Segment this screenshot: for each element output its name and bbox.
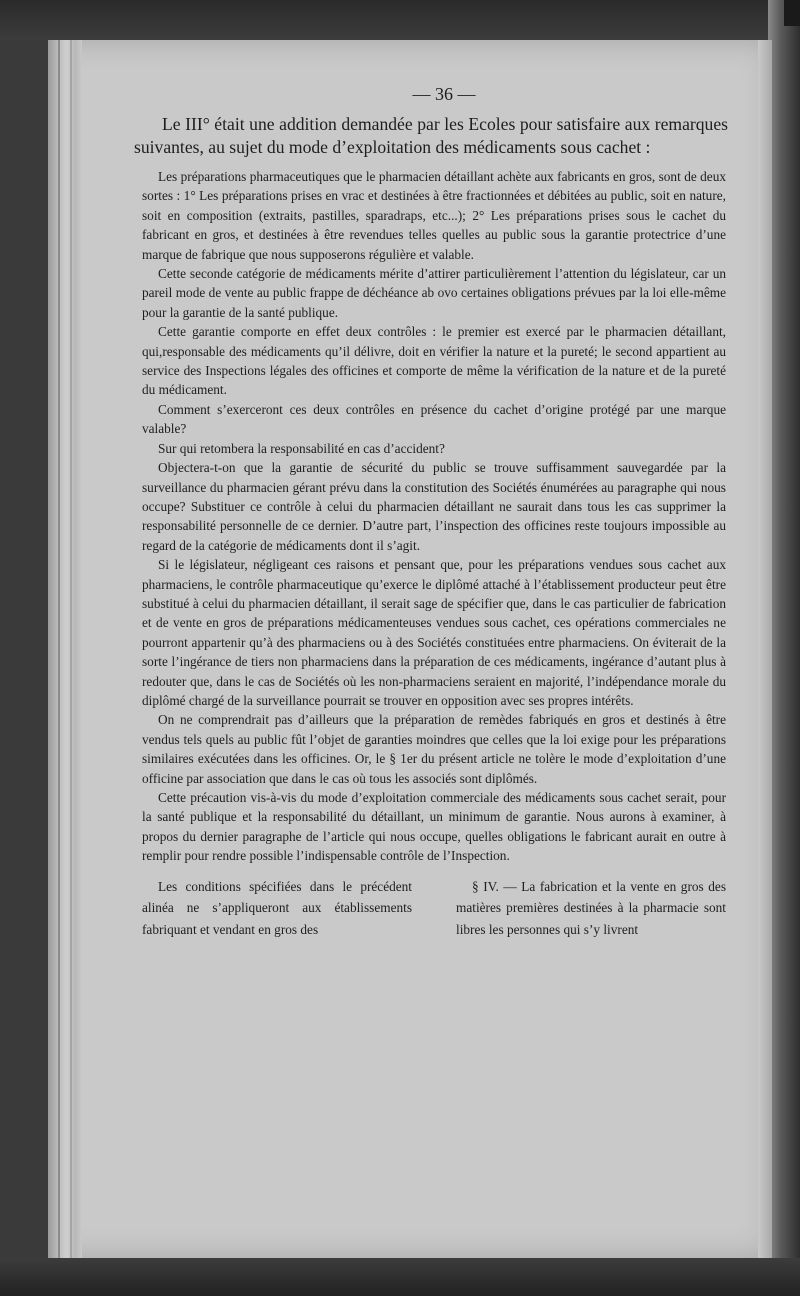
page-content — [134, 84, 728, 940]
page-binding — [48, 40, 82, 1258]
left-column-text: Les conditions spécifiées dans le précédent alinéa ne s’appliqueront aux établissements fabriquant et vendant en gros des — [142, 878, 412, 937]
scan-top-border — [0, 0, 800, 40]
scan-bottom-border — [0, 1258, 800, 1296]
paragraph-1: Les préparations pharmaceutiques que le pharmacien détaillant achète aux fabricants en gros, sont de deux sortes : 1° Les préparations prises en vrac et destinées à être fractionnées et débitées au public, soit en nature, soit en composition (extraits, pastilles, sparadraps, etc...); 2° Les préparations prises sous le cachet du fabricant en gros, et destinées à être revendues telles quelles au public sous la garantie protectrice d’une marque de fabrique que nous supposerons régulière et valable. — [142, 169, 726, 262]
paragraph-9: Cette précaution vis-à-vis du mode d’exploitation commerciale des médicaments sous cachet serait, pour la santé publique et la responsabilité du détaillant, un minimum de garantie. Nous aurons à examiner, à propos du dernier paragraphe de l’article qui nous occupe, quelles obligations le fabricant aurait en outre à remplir pour rendre possible l’indispensable contrôle de l’Inspection. — [142, 790, 726, 864]
right-column-text: § IV. — La fabrication et la vente en gros des matières premières destinées à la pharmacie sont libres les personnes qui s’y livrent — [456, 878, 726, 937]
paragraph-3: Cette garantie comporte en effet deux contrôles : le premier est exercé par le pharmacien détaillant, qui,responsable des médicaments qu’il délivre, doit en vérifier la nature et la pureté; le second appartient au service des Inspections légales des officines et comporte de même la vérification de la nature et de la pureté du médicament. — [142, 324, 726, 398]
page-number: — 36 — — [412, 84, 476, 104]
paragraph-6: Objectera-t-on que la garantie de sécurité du public se trouve suffisamment sauvegardée par la surveillance du pharmacien gérant prévu dans la constitution des Sociétés énumérées au paragraphe qui nous occupe? Substituer ce contrôle à celui du pharmacien détaillant ne saurait dans tous les cas supprimer la responsabilité personnelle de ce dernier. D’autre part, l’inspection des officines reste toujours impossible au regard de la catégorie de médicaments dont il s’agit. — [142, 460, 726, 553]
paragraph-5: Sur qui retombera la responsabilité en cas d’accident? — [158, 440, 445, 456]
section-heading: Le III° était une addition demandée par les Ecoles pour satisfaire aux remarques suivantes, au sujet du mode d’exploitation des médicaments sous cachet : — [134, 114, 728, 157]
paragraph-4: Comment s’exerceront ces deux contrôles en présence du cachet d’origine protégé par une marque valable? — [142, 401, 726, 437]
two-column-section — [142, 876, 726, 941]
scan-right-border — [768, 0, 800, 1296]
scan-corner-tab — [784, 0, 800, 26]
paragraph-2: Cette seconde catégorie de médicaments mérite d’attirer particulièrement l’attention du législateur, car un pareil mode de vente au public frappe de déchéance ab ovo certaines obligations prévues par la loi elle-même pour la garantie de la santé publique. — [142, 266, 726, 320]
paragraph-7: Si le législateur, négligeant ces raisons et pensant que, pour les préparations vendues sous cachet aux pharmaciens, le contrôle pharmaceutique qu’exerce le diplômé attaché à l’établissement producteur peut être substitué à celui du pharmacien détaillant, il serait sage de spécifier que, dans le cas particulier de fabrication et de vente en gros de préparations médicamenteuses vendues sous cachet, ces opérations commerciales ne pourront appartenir qu’à des pharmaciens ou à des Sociétés constituées entre pharmaciens. On éviterait de la sorte l’ingérance de tiers non pharmaciens dans la préparation de ces médicaments, ingérance d’autant plus à redouter que, dans le cas de Sociétés où les non-pharmaciens seraient en majorité, l’indépendance morale du diplômé chargé de la surveillance pourrait se trouver en opposition avec ses propres intérêts. — [142, 557, 726, 708]
paragraph-8: On ne comprendrait pas d’ailleurs que la préparation de remèdes fabriqués en gros et destinés à être vendus tels quels au public fût l’objet de garanties moindres que celles que la loi exige pour les préparations similaires exécutées dans les officines. Or, le § 1er du présent article ne tolère le mode d’exploitation d’une officine par association que dans le cas où tous les associés sont diplômés. — [142, 712, 726, 786]
page-edge — [758, 40, 772, 1258]
